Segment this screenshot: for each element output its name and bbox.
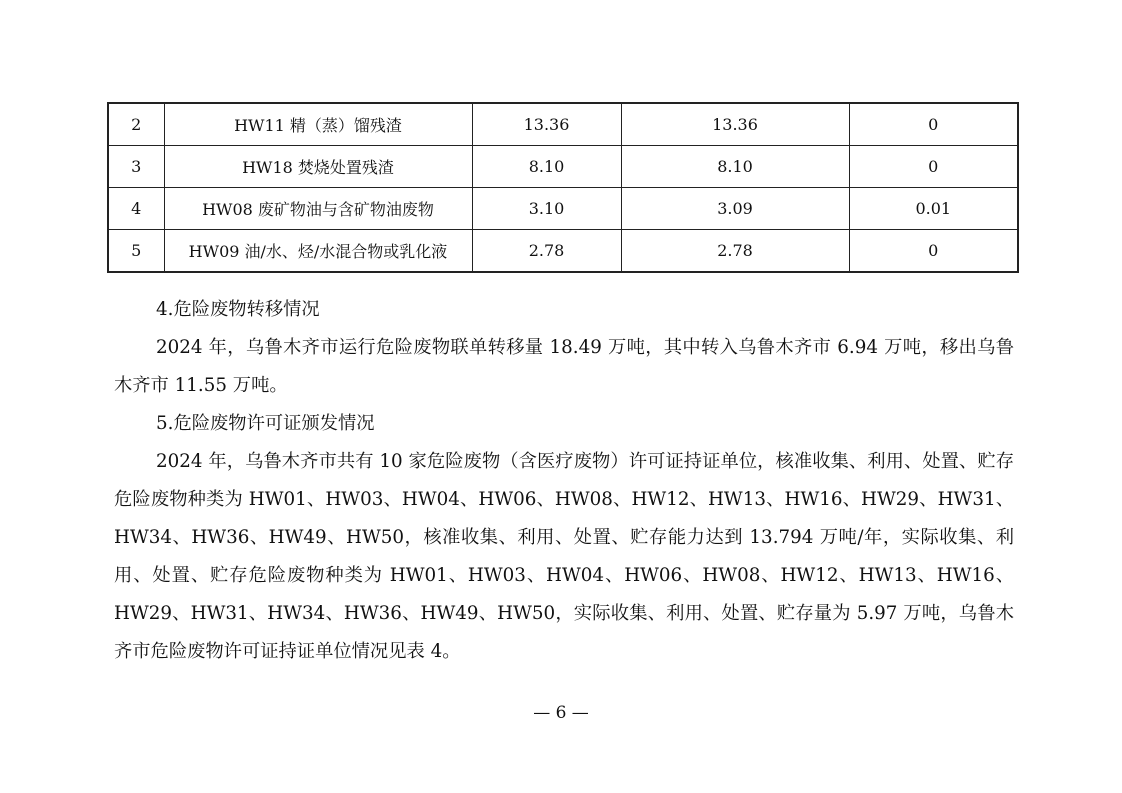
- waste-category-cell: HW11 精（蒸）馏残渣: [164, 103, 472, 146]
- waste-table: [107, 102, 1019, 273]
- value-cell: 0: [849, 103, 1018, 146]
- waste-category-cell: HW08 废矿物油与含矿物油废物: [164, 188, 472, 230]
- value-cell: 0: [849, 230, 1018, 273]
- section-5-paragraph: 2024 年，乌鲁木齐市共有 10 家危险废物（含医疗废物）许可证持证单位，核准收集、利用、处置、贮存危险废物种类为 HW01、HW03、HW04、HW06、HW08、HW12、HW13、HW16、HW29、HW31、HW34、HW36、HW49、HW50，核准收集、利用、处置、贮存能力达到 13.794 万吨/年，实际收集、利用、处置、贮存危险废物种类为 HW01、HW03、HW04、HW06、HW08、HW12、HW13、HW16、HW29、HW31、HW34、HW36、HW49、HW50，实际收集、利用、处置、贮存量为 5.97 万吨，乌鲁木齐市危险废物许可证持证单位情况见表 4。: [114, 451, 1014, 662]
- row-index-cell: 2: [108, 103, 164, 146]
- value-cell: 0: [849, 146, 1018, 188]
- page-number: — 6 —: [533, 703, 589, 723]
- value-cell: 8.10: [621, 146, 849, 188]
- waste-category-cell: HW09 油/水、烃/水混合物或乳化液: [164, 230, 472, 273]
- value-cell: 2.78: [621, 230, 849, 273]
- waste-category-cell: HW18 焚烧处置残渣: [164, 146, 472, 188]
- value-cell: 13.36: [472, 103, 621, 146]
- row-index-cell: 4: [108, 188, 164, 230]
- value-cell: 3.09: [621, 188, 849, 230]
- row-index-cell: 5: [108, 230, 164, 273]
- value-cell: 3.10: [472, 188, 621, 230]
- waste-table-container: [107, 102, 1017, 273]
- table-row: [108, 103, 1018, 146]
- row-index-cell: 3: [108, 146, 164, 188]
- table-row: [108, 230, 1018, 273]
- section-4-paragraph: 2024 年，乌鲁木齐市运行危险废物联单转移量 18.49 万吨，其中转入乌鲁木齐市 6.94 万吨，移出乌鲁木齐市 11.55 万吨。: [114, 337, 1014, 396]
- value-cell: 8.10: [472, 146, 621, 188]
- value-cell: 13.36: [621, 103, 849, 146]
- section-5-heading: 5.危险废物许可证颁发情况: [156, 413, 375, 434]
- value-cell: 0.01: [849, 188, 1018, 230]
- section-4-heading: 4.危险废物转移情况: [156, 299, 320, 320]
- table-row: [108, 146, 1018, 188]
- body-text: [114, 291, 1014, 671]
- value-cell: 2.78: [472, 230, 621, 273]
- table-row: [108, 188, 1018, 230]
